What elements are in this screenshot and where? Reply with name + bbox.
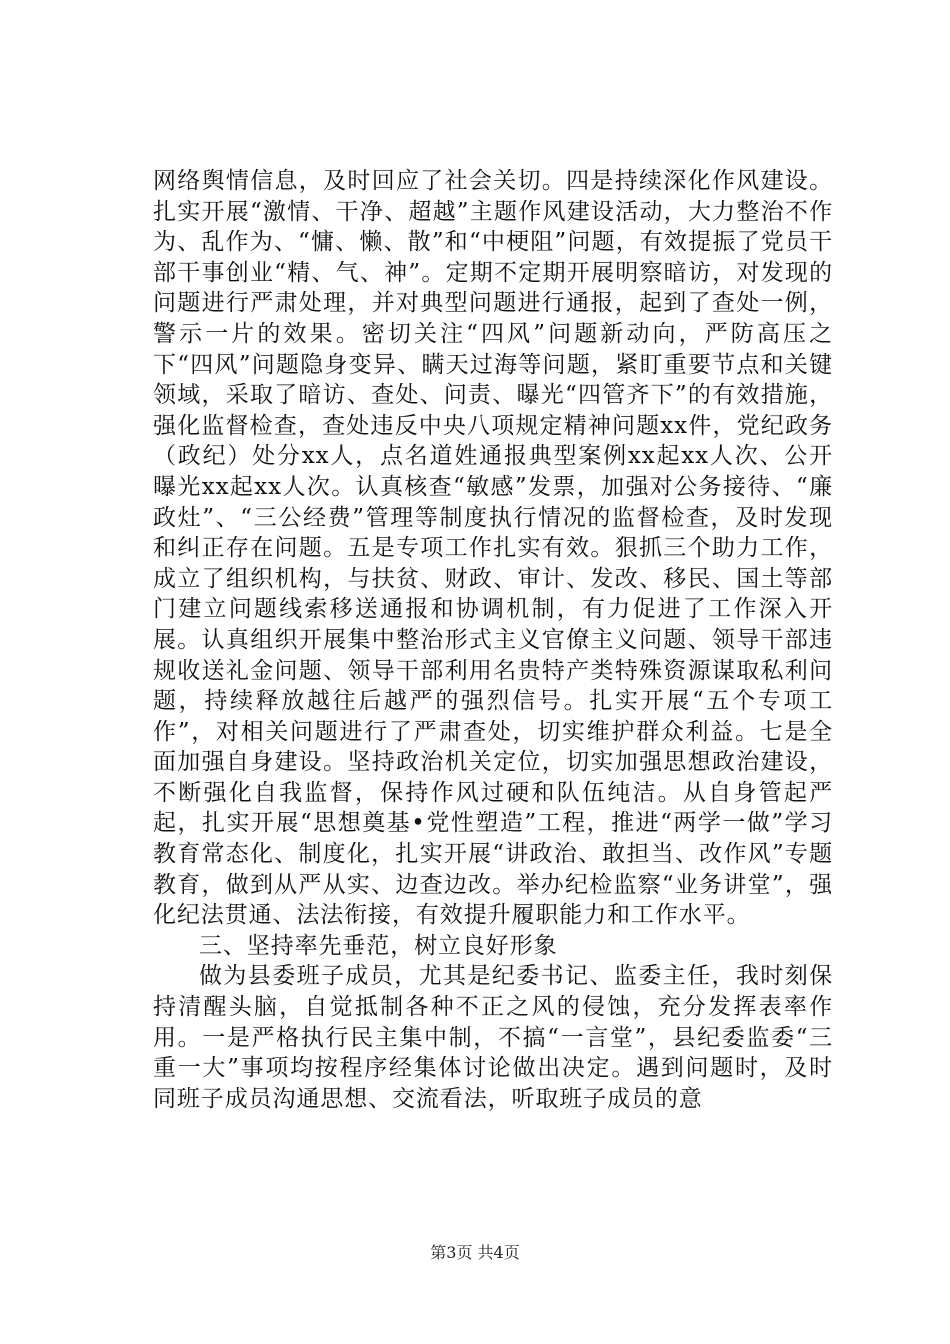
page-footer: 第3页 共4页 <box>430 1243 520 1262</box>
paragraph-continuation: 网络舆情信息，及时回应了社会关切。四是持续深化作风建设。扎实开展“激情、干净、超越”主题作风建设活动，大力整治不作为、乱作为、“慵、懒、散”和“中梗阻”问题，有效提振了党员干部干事创业“精、气、神”。定期不定期开展明察暗访，对发现的问题进行严肃处理，并对典型问题进行通报，起到了查处一例，警示一片的效果。密切关注“四风”问题新动向，严防高压之下“四风”问题隐身变异、瞒天过海等问题，紧盯重要节点和关键领域，采取了暗访、查处、问责、曝光“四管齐下”的有效措施，强化监督检查，查处违反中央八项规定精神问题xx件，党纪政务（政纪）处分xx人，点名道姓通报典型案例xx起xx人次、公开曝光xx起xx人次。认真核查“敏感”发票，加强对公务接待、“廉政灶”、“三公经费”管理等制度执行情况的监督检查，及时发现和纠正存在问题。五是专项工作扎实有效。狠抓三个助力工作，成立了组织机构，与扶贫、财政、审计、发改、移民、国土等部门建立问题线索移送通报和协调机制，有力促进了工作深入开展。认真组织开展集中整治形式主义官僚主义问题、领导干部违规收送礼金问题、领导干部利用名贵特产类特殊资源谋取私利问题，持续释放越往后越严的强烈信号。扎实开展“五个专项工作”，对相关问题进行了严肃查处，切实维护群众利益。七是全面加强自身建设。坚持政治机关定位，切实加强思想政治建设，不断强化自我监督，保持作风过硬和队伍纯洁。从自身管起严起，扎实开展“思想奠基•党性塑造”工程，推进“两学一做”学习教育常态化、制度化，扎实开展“讲政治、敢担当、改作风”专题教育，做到从严从实、边查边改。举办纪检监察“业务讲堂”，强化纪法贯通、法法衔接，有效提升履职能力和工作水平。 <box>153 168 833 929</box>
document-body <box>153 166 833 1114</box>
paragraph-section-body: 做为县委班子成员，尤其是纪委书记、监委主任，我时刻保持清醒头脑，自觉抵制各种不正之风的侵蚀，充分发挥表率作用。一是严格执行民主集中制，不搞“一言堂”，县纪委监委“三重一大”事项均按程序经集体讨论做出决定。遇到问题时，及时同班子成员沟通思想、交流看法，听取班子成员的意 <box>153 963 833 1112</box>
section-heading: 三、坚持率先垂范，树立良好形象 <box>199 932 558 959</box>
